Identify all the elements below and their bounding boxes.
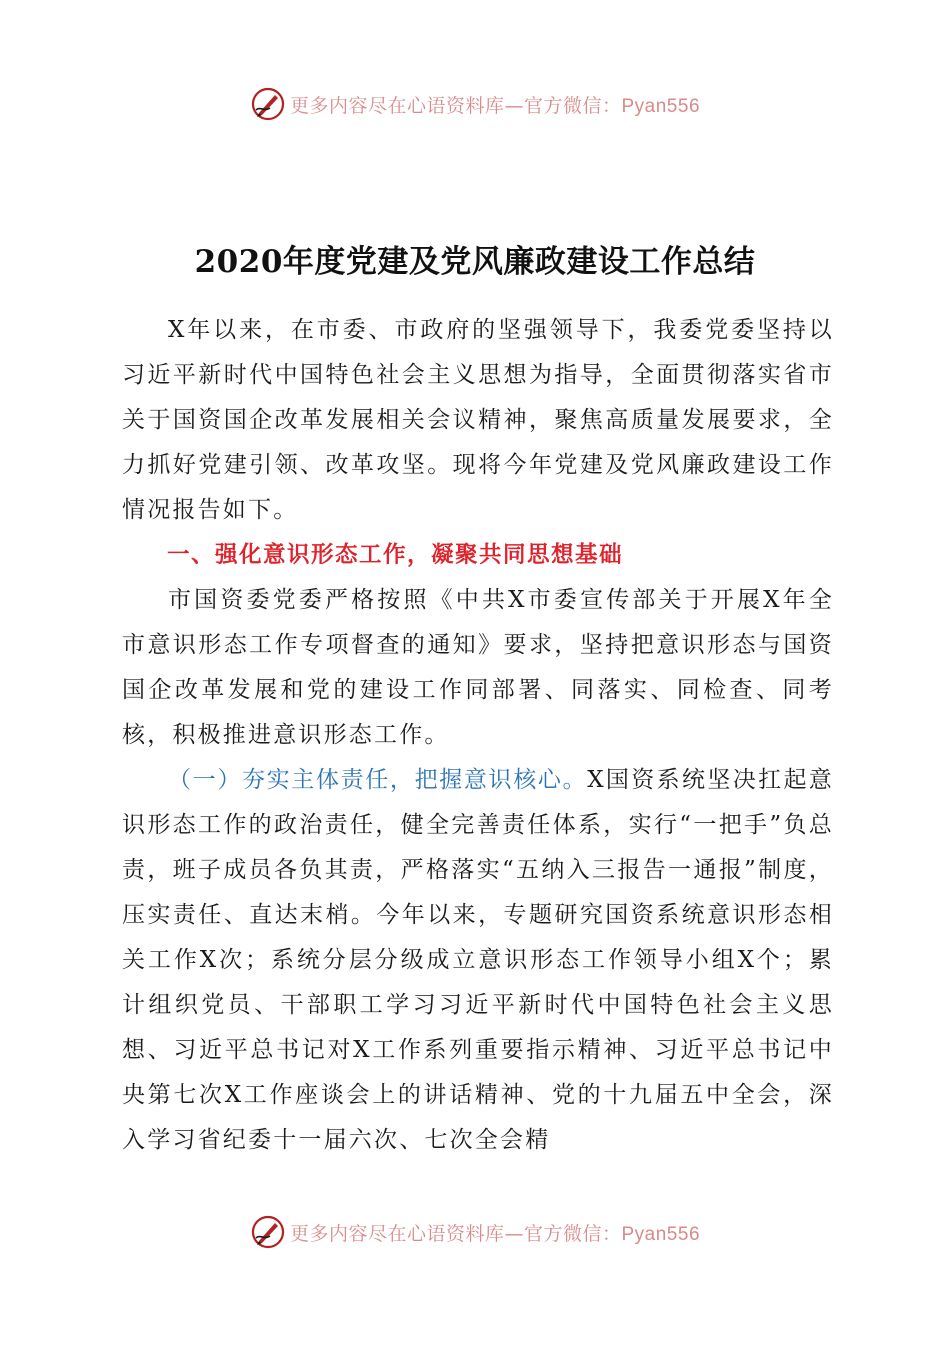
- banner-text: 更多内容尽在心语资料库—官方微信：Pyan556: [289, 1222, 701, 1245]
- pen-logo-icon: [250, 1214, 286, 1250]
- pen-logo-icon: [250, 86, 286, 122]
- subsection-1-heading: （一）夯实主体责任，把握意识核心。: [168, 767, 588, 793]
- banner-text: 更多内容尽在心语资料库—官方微信：Pyan556: [289, 94, 701, 117]
- subsection-1-paragraph: [122, 758, 834, 1163]
- wechat-id: Pyan556: [621, 1223, 701, 1245]
- header-watermark-banner: [0, 80, 950, 128]
- intro-paragraph: X年以来，在市委、市政府的坚强领导下，我委党委坚持以习近平新时代中国特色社会主义思想为指导，全面贯彻落实省市关于国资国企改革发展相关会议精神，聚焦高质量发展要求，全力抓好党建引领、改革攻坚。现将今年党建及党风廉政建设工作情况报告如下。: [122, 317, 834, 523]
- footer-watermark-banner: [0, 1208, 950, 1256]
- section-1-paragraph: 市国资委党委严格按照《中共X市委宣传部关于开展X年全市意识形态工作专项督查的通知》要求，坚持把意识形态与国资国企改革发展和党的建设工作同部署、同落实、同检查、同考核，积极推进意识形态工作。: [122, 587, 834, 748]
- wechat-id: Pyan556: [621, 95, 701, 117]
- section-1-heading: 一、强化意识形态工作，凝聚共同思想基础: [167, 542, 624, 568]
- document-title: 2020年度党建及党风廉政建设工作总结: [194, 244, 756, 280]
- document-body: [122, 308, 834, 1163]
- subsection-1-body: X国资系统坚决扛起意识形态工作的政治责任，健全完善责任体系，实行“一把手”负总责，班子成员各负其责，严格落实“五纳入三报告一通报”制度，压实责任、直达末梢。今年以来，专题研究国资系统意识形态相关工作X次；系统分层分级成立意识形态工作领导小组X个；累计组织党员、干部职工学习习近平新时代中国特色社会主义思想、习近平总书记对X工作系列重要指示精神、习近平总书记中央第七次X工作座谈会上的讲话精神、党的十九届五中全会，深入学习省纪委十一届六次、七次全会精: [122, 767, 835, 1153]
